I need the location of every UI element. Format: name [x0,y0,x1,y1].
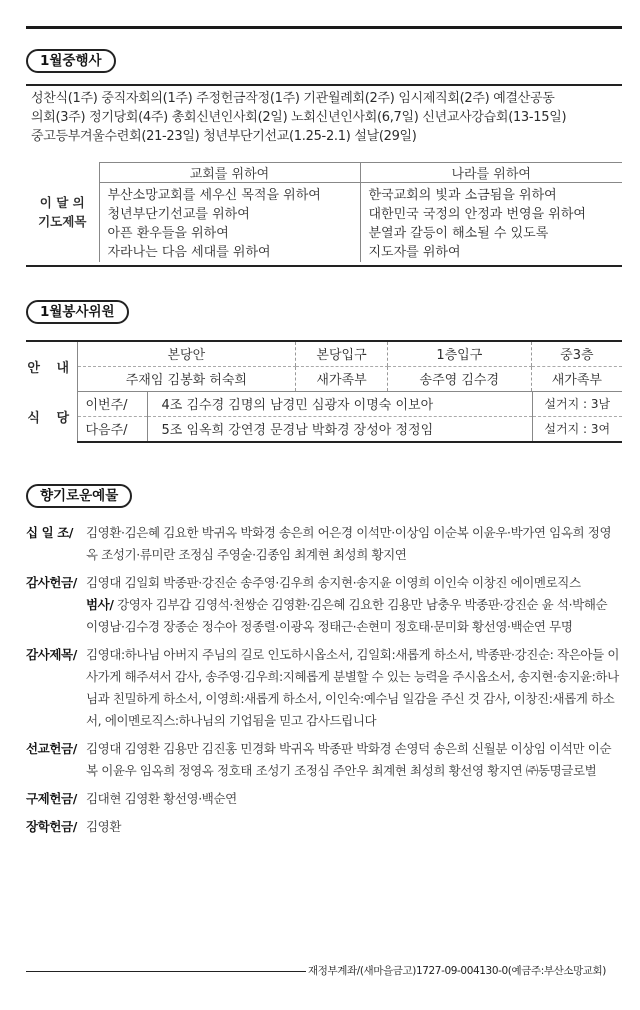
prayer-bottom-rule [26,262,622,266]
events-line: 중고등부겨울수련회(21-23일) 청년부단기선교(1.25-2.1) 설날(29일) [31,129,417,144]
gifts-list [26,522,622,844]
meal-week: 다음주/ [77,417,147,442]
gift-names: 김영대:하나님 아버지 주님의 길로 인도하시옵소서, 김일회:새롭게 하소서, 박종판·강진순: 작은아들 이사가게 해주셔서 감사, 송주영·김우희:지혜롭게 분별할 수 있는 능력을 주시옵소서, 송지현·송지윤:하나님과 친밀하게 하소서, 이영희:새롭게 하소서, 이인숙:예수님 일감을 주신 것 감사, 이창진:새롭게 하소서, 에이멘로직스:하나님의 기업됨을 믿고 감사드립니다 [86,647,619,728]
meal-names: 5조 임옥희 강연경 문경남 박화경 장성아 정정임 [147,417,532,442]
prayer-item: 자라나는 다음 세대를 위하여 [107,245,271,260]
prayer-item: 아픈 환우들을 위하여 [107,226,229,241]
gift-names: 김영대 김영환 김용만 김진홍 민경화 박귀옥 박종판 박화경 손영덕 송은희 신월분 이상임 이석만 이순복 이윤우 임옥희 정영옥 정호태 조성기 조정심 주안우 최계현 최성희 황선영 황지연 ㈜동명글로벌 [86,741,612,778]
meal-cleanup: 설거지 : 3남 [532,392,622,417]
events-section-title: 1월중행사 [26,49,116,73]
guide-names: 새가족부 [531,366,622,391]
location-header: 본당입구 [296,341,388,366]
gift-names: 김영대 김일회 박종판·강진순 송주영·김우희 송지현·송지윤 이영희 이인숙 이창진 에이멘로직스 [86,575,581,590]
nation-prayer-list [360,183,622,263]
events-line: 성찬식(1주) 중직자회의(1주) 주정헌금작정(1주) 기관월례회(2주) 임시제직회(2주) 예결산공동 [31,91,555,106]
gift-sub-label: 범사/ [86,597,114,612]
gift-label: 장학헌금/ [26,819,77,834]
gift-row-mission [26,738,622,782]
gift-row-relief [26,788,622,810]
service-table [26,340,622,443]
prayer-item: 청년부단기선교를 위하여 [107,207,250,222]
gift-label: 선교헌금/ [26,741,77,756]
church-prayer-list [99,183,360,263]
gift-names: 김대현 김영환 황선영·백순연 [86,791,237,806]
gifts-section-title: 향기로운예물 [26,484,132,508]
gift-row-thanks [26,572,622,638]
meal-names: 4조 김수경 김명의 남경민 심광자 이명숙 이보아 [147,392,532,417]
gift-label: 십 일 조/ [26,525,74,540]
gift-row-scholarship [26,816,622,838]
monthly-events [31,89,621,146]
gift-names: 김영환 [86,819,122,834]
gift-row-thanks-topics [26,644,622,732]
prayer-item: 한국교회의 빛과 소금됨을 위하여 [368,188,557,203]
guide-names: 송주영 김수경 [387,366,531,391]
prayer-item: 부산소망교회를 세우신 목적을 위하여 [107,188,321,203]
prayer-label [26,163,99,263]
prayer-item: 대한민국 국정의 안정과 번영을 위하여 [368,207,586,222]
location-header: 1층입구 [387,341,531,366]
gift-names: 강영자 김부갑 김영석·천쌍순 김영환·김은혜 김요한 김용만 남충우 박종판·강진순 윤 석·박해순 이영남·김수경 장종순 정수아 정종렬·이광옥 정태근·손현미 정호태·문미화 황선영·백순연 무명 [86,597,608,634]
service-section-title: 1월봉사위원 [26,300,129,324]
prayer-table [26,162,622,267]
top-rule [26,26,622,29]
gift-names: 김영환·김은혜 김요한 박귀옥 박화경 송은희 어은경 이석만·이상임 이순복 이윤우·박가연 임옥희 정영옥 조성기·류미란 조정심 주영술·김종임 최계현 최성희 황지연 [86,525,612,562]
gift-row-tithe [26,522,622,566]
gift-label: 감사제목/ [26,647,77,662]
meal-week: 이번주/ [77,392,147,417]
prayer-label-line: 기도제목 [38,214,87,230]
footer-rule [26,971,306,972]
nation-prayer-header: 나라를 위하여 [360,163,622,183]
location-header: 본당안 [77,341,296,366]
meal-cleanup: 설거지 : 3여 [532,417,622,442]
prayer-item: 지도자를 위하여 [368,245,461,260]
location-header: 중3층 [531,341,622,366]
prayer-label-line: 이 달 의 [39,195,85,211]
guide-names: 새가족부 [296,366,388,391]
prayer-item: 분열과 갈등이 해소될 수 있도록 [368,226,549,241]
gift-label: 감사헌금/ [26,575,77,590]
events-line: 의회(3주) 정기당회(4주) 총회신년인사회(2일) 노회신년인사회(6,7일) 신년교사강습회(13-15일) [31,110,567,125]
gift-label: 구제헌금/ [26,791,77,806]
meal-label: 식 당 [26,392,77,442]
church-prayer-header: 교회를 위하여 [99,163,360,183]
bank-account-info: 재정부계좌/(새마을금고)1727-09-004130-0(예금주:부산소망교회) [308,965,606,977]
events-top-rule [26,84,622,86]
guide-names: 주재임 김봉화 허숙희 [77,366,296,391]
guide-label: 안 내 [26,341,77,391]
meal-table [26,392,622,443]
